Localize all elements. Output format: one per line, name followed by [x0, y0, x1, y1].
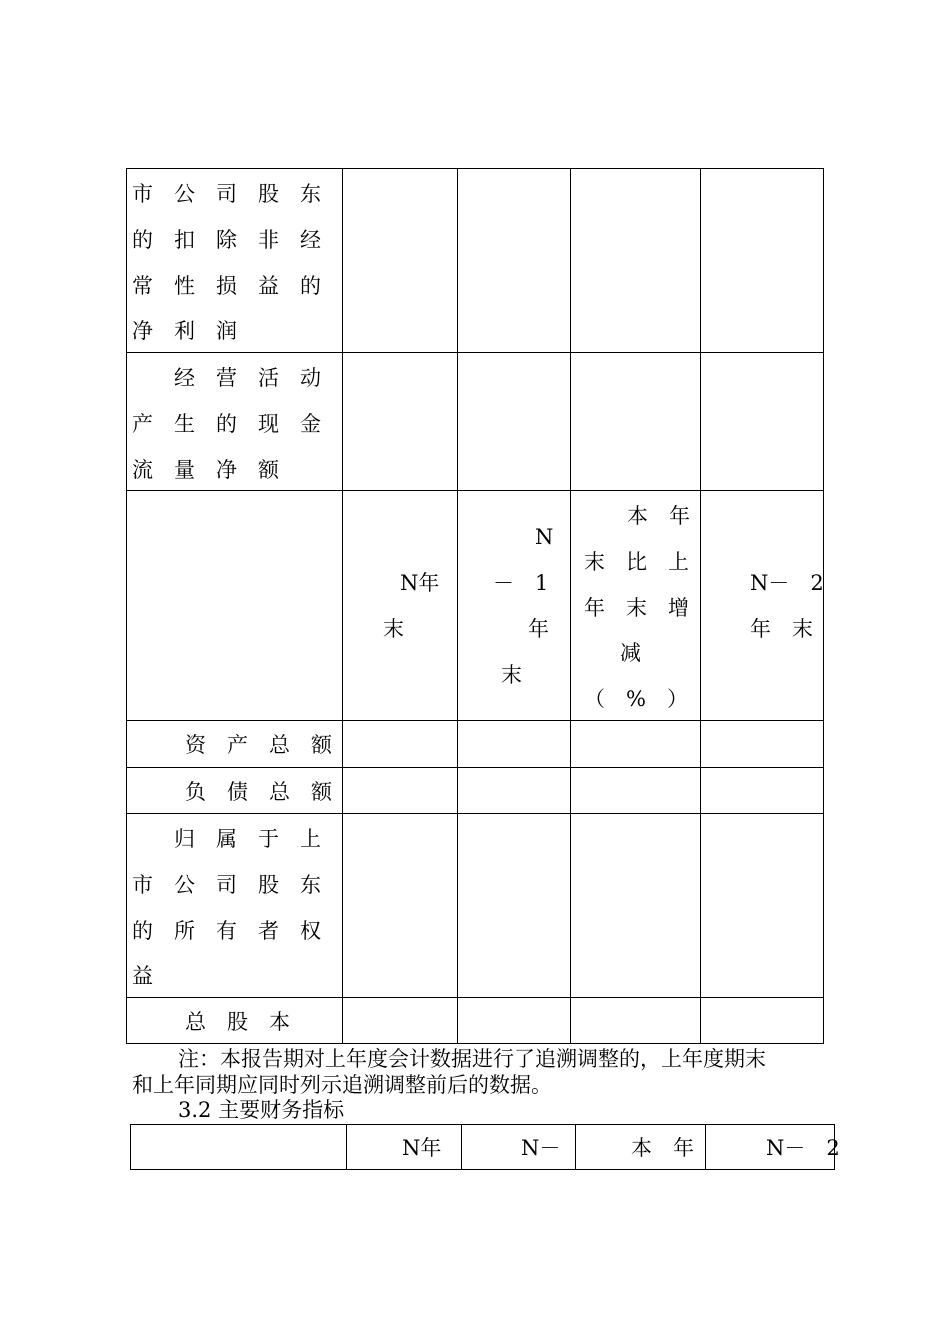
table-note-line: 注：本报告期对上年度会计数据进行了追溯调整的，上年度期末	[178, 1047, 766, 1071]
row-label-total-shares	[126, 997, 342, 1043]
header-text: 末	[501, 663, 522, 687]
cell-text: 资 产 总 额	[185, 733, 332, 757]
header-n2-year-end	[700, 490, 823, 720]
row-label-operating-cash-flow	[126, 352, 342, 490]
header-text: （ % ）	[584, 687, 688, 711]
table-rule	[823, 168, 824, 1044]
table-note-line: 和上年同期应同时列示追溯调整前后的数据。	[132, 1073, 552, 1097]
header-text: 末 比 上	[584, 550, 689, 574]
cell-text: 市 公 司 股 东	[132, 182, 321, 206]
table-rule	[126, 1043, 824, 1044]
header-text: 年	[528, 617, 549, 641]
cell-text: 经 营 活 动	[132, 366, 321, 390]
header-text: N	[535, 525, 554, 549]
section-heading: 3.2 主要财务指标	[178, 1098, 345, 1122]
header-text: N年	[402, 1136, 442, 1160]
header-text: 年 末 增	[584, 596, 689, 620]
cell-text: 常 性 损 益 的	[132, 274, 321, 298]
cell-text: 归 属 于 上	[132, 827, 321, 851]
table-rule	[705, 1124, 706, 1170]
header-n1-year-end	[457, 490, 570, 720]
header-n-year-end	[342, 490, 457, 720]
header-text: 本 年	[631, 1136, 694, 1160]
cell-text: 的 扣 除 非 经	[132, 228, 321, 252]
header-text: 年 末	[750, 617, 813, 641]
cell-text: 的 所 有 者 权	[132, 919, 321, 943]
header-text: － 1	[493, 571, 549, 595]
header-text: 减	[620, 641, 641, 665]
header-text: N－ 2	[766, 1136, 840, 1160]
table-rule	[130, 1124, 131, 1170]
cell-text: 总 股 本	[185, 1010, 290, 1034]
cell-text: 负 债 总 额	[185, 780, 332, 804]
cell-text: 净 利 润	[132, 319, 237, 343]
table-rule	[346, 1124, 347, 1170]
cell-text: 益	[132, 964, 153, 988]
table-rule	[130, 1169, 835, 1170]
row-label-equity	[126, 813, 342, 997]
table-rule	[575, 1124, 576, 1170]
table-rule	[130, 1124, 835, 1125]
table-rule	[461, 1124, 462, 1170]
cell-text: 产 生 的 现 金	[132, 412, 321, 436]
header-yoy-change	[570, 490, 700, 720]
header-text: N年	[400, 571, 440, 595]
row-label-total-assets	[126, 720, 342, 767]
header-text: N－ 2	[750, 571, 824, 595]
header-text: 末	[383, 617, 404, 641]
row-label-total-liabilities	[126, 767, 342, 813]
cell-text: 市 公 司 股 东	[132, 873, 321, 897]
row-label-net-profit-deducted	[126, 168, 342, 352]
cell-text: 流 量 净 额	[132, 458, 279, 482]
header-text: 本 年	[627, 504, 690, 528]
header-text: N－	[521, 1136, 561, 1160]
